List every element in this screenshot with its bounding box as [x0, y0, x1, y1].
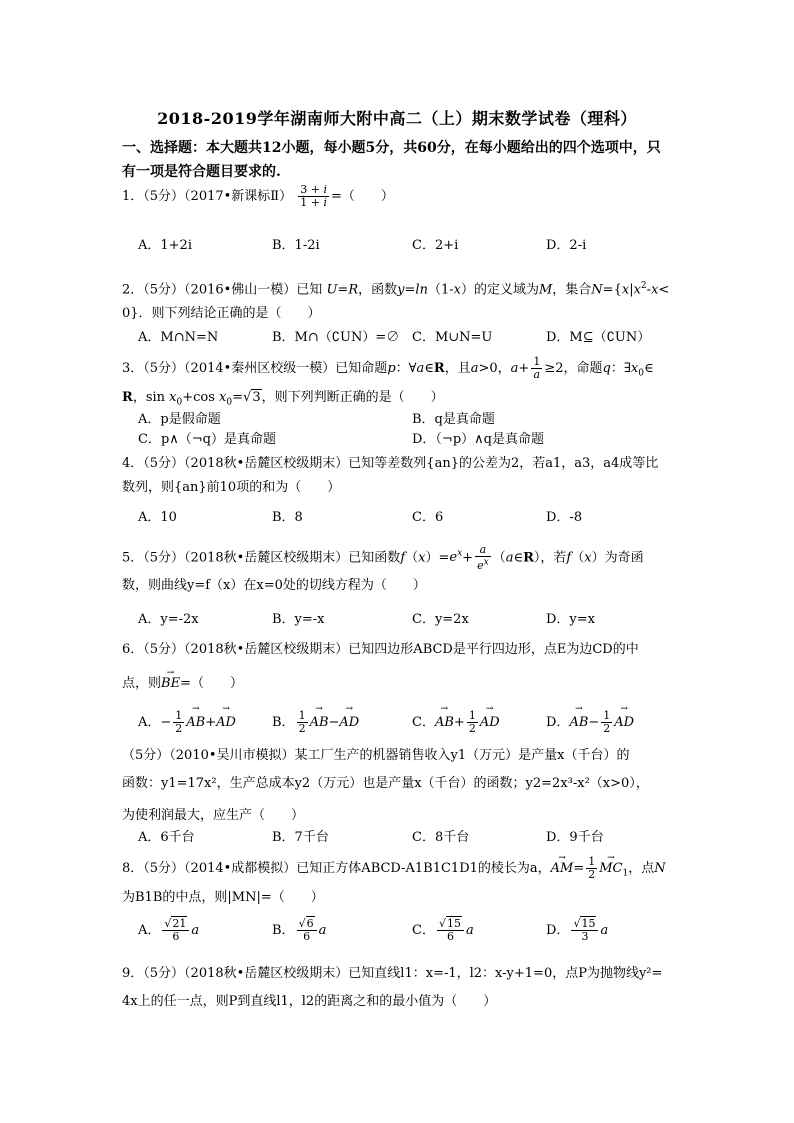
option-a[interactable]: A． $\frac{√21}{6}$ a	[138, 917, 200, 943]
question-4: 4．（5分）（2018秋•岳麓区校级期末）已知等差数列{an}的公差为2，若a1，a3，a4成等比	[122, 456, 659, 471]
section-heading: 一、选择题：本大题共12小题，每小题5分，共60分，在每小题给出的四个选项中，只 有一项是符合题目要求的.	[122, 140, 661, 180]
option-d[interactable]: D．2-i	[546, 238, 587, 253]
page-title: 2018-2019学年湖南师大附中高二（上）期末数学试卷（理科）	[157, 109, 637, 128]
option-a[interactable]: A．M∩N=N	[138, 330, 219, 345]
question-8: 8．（5分）（2014•成都模拟）已知正方体ABCD-A1B1C1D1的棱长为a，→ AM= $\frac{1}{2}$ → $MC_1$，点N	[122, 856, 682, 886]
option-b[interactable]: B．y=-x	[272, 612, 325, 627]
option-b[interactable]: B．1-2i	[272, 238, 320, 253]
option-c[interactable]: C．8千台	[412, 830, 470, 845]
question-3-line2: R，$\sin x_0+\cos$ $x_0=√3$，则下列判断正确的是（ ）	[122, 390, 444, 408]
option-b[interactable]: B．M∩（∁UN）=∅	[272, 330, 400, 345]
question-9-line2: 4x上的任一点，则P到直线l1，l2的距离之和的最小值为（ ）	[122, 994, 497, 1009]
question-5: 5．（5分）（2018秋•岳麓区校级期末）已知函数$f(x)=e^x+$ $\frac{a}{e^x}$ （a∈R），若f（x）为奇函	[122, 542, 644, 573]
question-1: 1．（5分）（2017•新课标Ⅱ） $\frac{3 + i}{1 + i}$ =（ ）	[122, 183, 394, 209]
question-5-line2: 数，则曲线y=f（x）在x=0处的切线方程为（ ）	[122, 578, 426, 593]
option-d[interactable]: D．M⊆（∁UN）	[546, 330, 651, 345]
question-9: 9．（5分）（2018秋•岳麓区校级期末）已知直线l1：x=-1，l2：x-y+1=0，点P为抛物线y²=	[122, 966, 663, 981]
option-c[interactable]: C．→ AB+ $\frac{1}{2}$ → AD	[412, 710, 500, 735]
option-d[interactable]: D．9千台	[546, 830, 604, 845]
question-6-line2: 点，则→ BE=（ ）	[122, 672, 682, 696]
question-2-line2: 0}．则下列结论正确的是（ ）	[122, 306, 321, 321]
option-d[interactable]: D． $\frac{√15}{3}$ a	[546, 917, 609, 943]
option-a[interactable]: A．y=-2x	[138, 612, 199, 627]
question-2: 2．（5分）（2016•佛山一模）已知 U=R，函数y=ln（1-x）的定义域为M，集合$N=\{x|x^2-x<$	[122, 281, 670, 298]
question-7-line3: 为使利润最大，应生产（ ）	[122, 808, 305, 823]
option-b[interactable]: B．q是真命题	[412, 412, 495, 427]
option-c[interactable]: C．p∧（¬q）是真命题	[138, 432, 276, 447]
question-7-line2: 函数：y1=17x²，生产总成本y2（万元）也是产量x（千台）的函数；y2=2x³-x²（x>0），	[122, 776, 649, 791]
option-b[interactable]: B．8	[272, 510, 303, 525]
option-c[interactable]: C． $\frac{√15}{6}$ a	[412, 917, 474, 943]
option-d[interactable]: D．（¬p）∧q是真命题	[412, 432, 544, 447]
question-8-line2: 为B1B的中点，则|MN|=（ ）	[122, 890, 324, 905]
option-a[interactable]: A．10	[138, 510, 177, 525]
option-c[interactable]: C．6	[412, 510, 444, 525]
option-a[interactable]: A．6千台	[138, 830, 195, 845]
option-d[interactable]: D．-8	[546, 510, 583, 525]
option-d[interactable]: D．y=x	[546, 612, 595, 627]
option-d[interactable]: D．→ AB− $\frac{1}{2}$ → AD	[546, 710, 634, 735]
question-6: 6．（5分）（2018秋•岳麓区校级期末）已知四边形ABCD是平行四边形，点E为边CD的中	[122, 642, 639, 657]
option-a[interactable]: A．− $\frac{1}{2}$ → AB+→ AD	[138, 710, 236, 735]
option-c[interactable]: C．2+i	[412, 238, 459, 253]
option-c[interactable]: C．y=2x	[412, 612, 469, 627]
option-c[interactable]: C．M∪N=U	[412, 330, 493, 345]
question-4-line2: 数列，则{an}前10项的和为（ ）	[122, 480, 341, 495]
option-a[interactable]: A．p是假命题	[138, 412, 221, 427]
fraction: $\frac{3 + i}{1 + i}$	[300, 183, 328, 209]
question-7: （5分）（2010•吴川市模拟）某工厂生产的机器销售收入y1（万元）是产量x（千台）的	[122, 748, 630, 763]
option-b[interactable]: B．7千台	[272, 830, 329, 845]
option-b[interactable]: B． $\frac{1}{2}$ → AB−→ AD	[272, 710, 359, 735]
option-a[interactable]: A．1+2i	[138, 238, 192, 253]
option-b[interactable]: B． $\frac{√6}{6}$ a	[272, 917, 327, 943]
question-3: 3．（5分）（2014•秦州区校级一模）已知命题p：∀a∈R，且a>0，a+ $\frac{1}{a}$ ≥2，命题q：$\exists x_0\in$	[122, 355, 654, 381]
